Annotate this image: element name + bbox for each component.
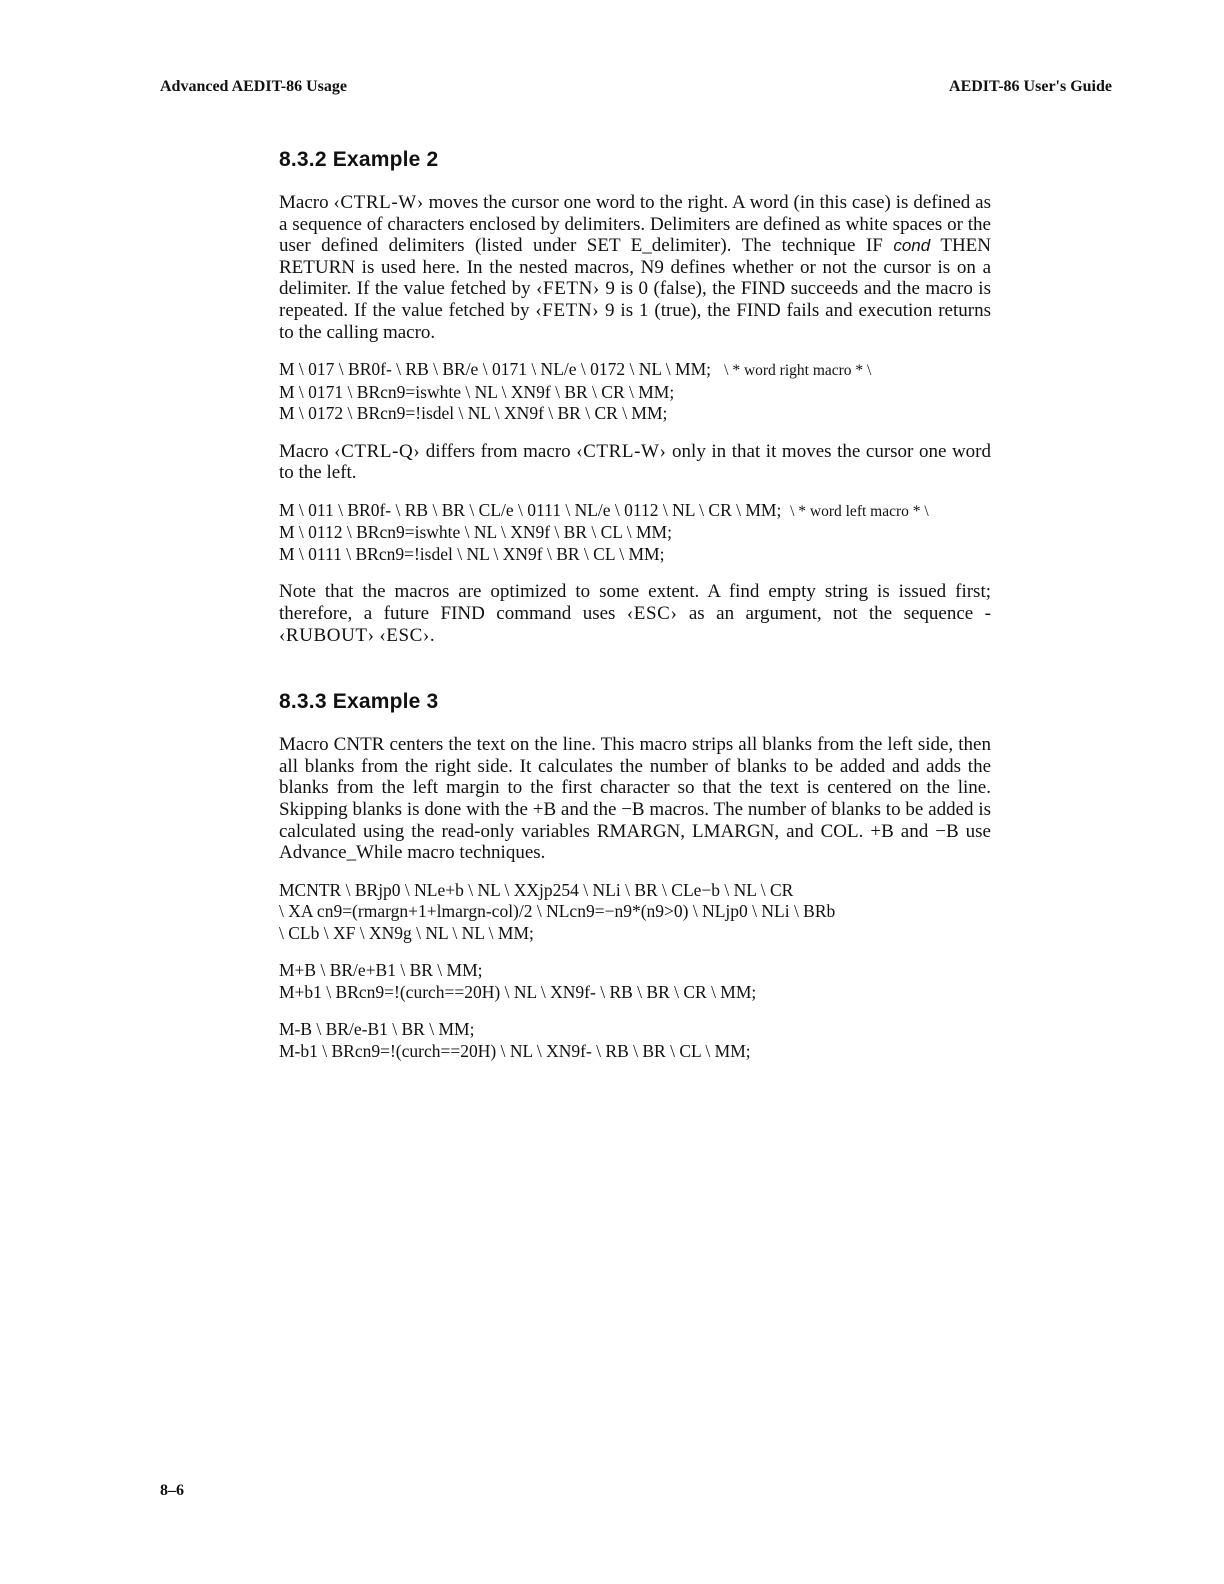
section-heading-example-2: 8.3.2 Example 2: [279, 148, 439, 171]
example-2-paragraph-3: Note that the macros are optimized to some extent. A find empty string is issued first; therefore, a future FIND command uses ‹ESC› as an argument, not the sequence - ‹RUBOUT› ‹ESC›.: [279, 581, 991, 646]
code-line: \ XA cn9=(rmargn+1+lmargn-col)/2 \ NLcn9=−n9*(n9>0) \ NLjp0 \ NLi \ BRb: [279, 901, 836, 922]
running-header-left: Advanced AEDIT-86 Usage: [160, 78, 347, 95]
code-line: M \ 0111 \ BRcn9=!isdel \ NL \ XN9f \ BR \ CL \ MM;: [279, 543, 665, 564]
key-fetn: ‹FETN›: [536, 278, 600, 300]
code-comment: \ * word right macro * \: [724, 362, 872, 380]
page-number: 8–6: [160, 1482, 184, 1499]
code-line: M \ 0172 \ BRcn9=!isdel \ NL \ XN9f \ BR \ CR \ MM;: [279, 403, 668, 424]
code-line: M \ 017 \ BR0f- \ RB \ BR/e \ 0171 \ NL/e \ 0172 \ NL \ MM; \ * word right macro * \: [279, 359, 872, 380]
code-comment: \ * word left macro * \: [790, 502, 929, 520]
code-line: M+B \ BR/e+B1 \ BR \ MM;: [279, 960, 483, 981]
example-2-paragraph-1: Macro ‹CTRL-W› moves the cursor one word to the right. A word (in this case) is defined as a sequence of characters enclosed by delimiters. Delimiters are defined as white spaces or the user defined delimiters (listed under SET E_delimiter). The technique IF cond THEN RETURN is used here. In the nested macros, N9 defines whether or not the cursor is on a delimiter. If the value fetched by ‹FETN› 9 is 0 (false), the FIND succeeds and the macro is repeated. If the value fetched by ‹FETN› 9 is 1 (true), the FIND fails and execution returns to the calling macro.: [279, 192, 991, 343]
code-line: \ CLb \ XF \ XN9g \ NL \ NL \ MM;: [279, 922, 534, 943]
key-ctrl-q: ‹CTRL-Q›: [334, 440, 421, 462]
code-line: M \ 0112 \ BRcn9=iswhte \ NL \ XN9f \ BR \ CL \ MM;: [279, 522, 672, 543]
key-esc: ‹ESC›: [379, 624, 430, 646]
section-heading-example-3: 8.3.3 Example 3: [279, 690, 439, 714]
code-line: M \ 011 \ BR0f- \ RB \ BR \ CL/e \ 0111 \ NL/e \ 0112 \ NL \ CR \ MM; \ * word left macro * \: [279, 499, 929, 520]
code-block-minus-b: [279, 1019, 991, 1062]
code-block-word-left: [279, 500, 991, 566]
example-3-paragraph-1: Macro CNTR centers the text on the line. This macro strips all blanks from the left side, then all blanks from the right side. It calculates the number of blanks to be added and adds the blanks from the left margin to the first character so that the text is centered on the line. Skipping blanks is done with the +B and the −B macros. The number of blanks to be added is calculated using the read-only variables RMARGN, LMARGN, and COL. +B and −B use Advance_While macro techniques.: [279, 734, 991, 864]
code-line: M \ 0171 \ BRcn9=iswhte \ NL \ XN9f \ BR \ CR \ MM;: [279, 381, 675, 402]
code-block-plus-b: [279, 960, 991, 1003]
key-esc: ‹ESC›: [626, 602, 678, 624]
code-line: M-B \ BR/e-B1 \ BR \ MM;: [279, 1019, 475, 1040]
key-ctrl-w: ‹CTRL-W›: [333, 192, 424, 213]
code-line: M+b1 \ BRcn9=!(curch==20H) \ NL \ XN9f- \ RB \ BR \ CR \ MM;: [279, 981, 757, 1002]
code-block-word-right: [279, 359, 991, 425]
key-rubout: ‹RUBOUT›: [279, 624, 375, 646]
cond-term: cond: [893, 236, 931, 256]
code-line: MCNTR \ BRjp0 \ NLe+b \ NL \ XXjp254 \ NLi \ BR \ CLe−b \ NL \ CR: [279, 879, 794, 900]
key-ctrl-w: ‹CTRL-W›: [576, 440, 667, 462]
running-header-right: AEDIT-86 User's Guide: [949, 78, 1112, 95]
key-fetn: ‹FETN›: [535, 299, 600, 321]
page-body: [279, 148, 991, 1062]
example-2-paragraph-2: Macro ‹CTRL-Q› differs from macro ‹CTRL-W› only in that it moves the cursor one word to the left.: [279, 440, 992, 484]
code-line: M-b1 \ BRcn9=!(curch==20H) \ NL \ XN9f- \ RB \ BR \ CL \ MM;: [279, 1040, 751, 1061]
code-block-cntr: [279, 880, 991, 945]
